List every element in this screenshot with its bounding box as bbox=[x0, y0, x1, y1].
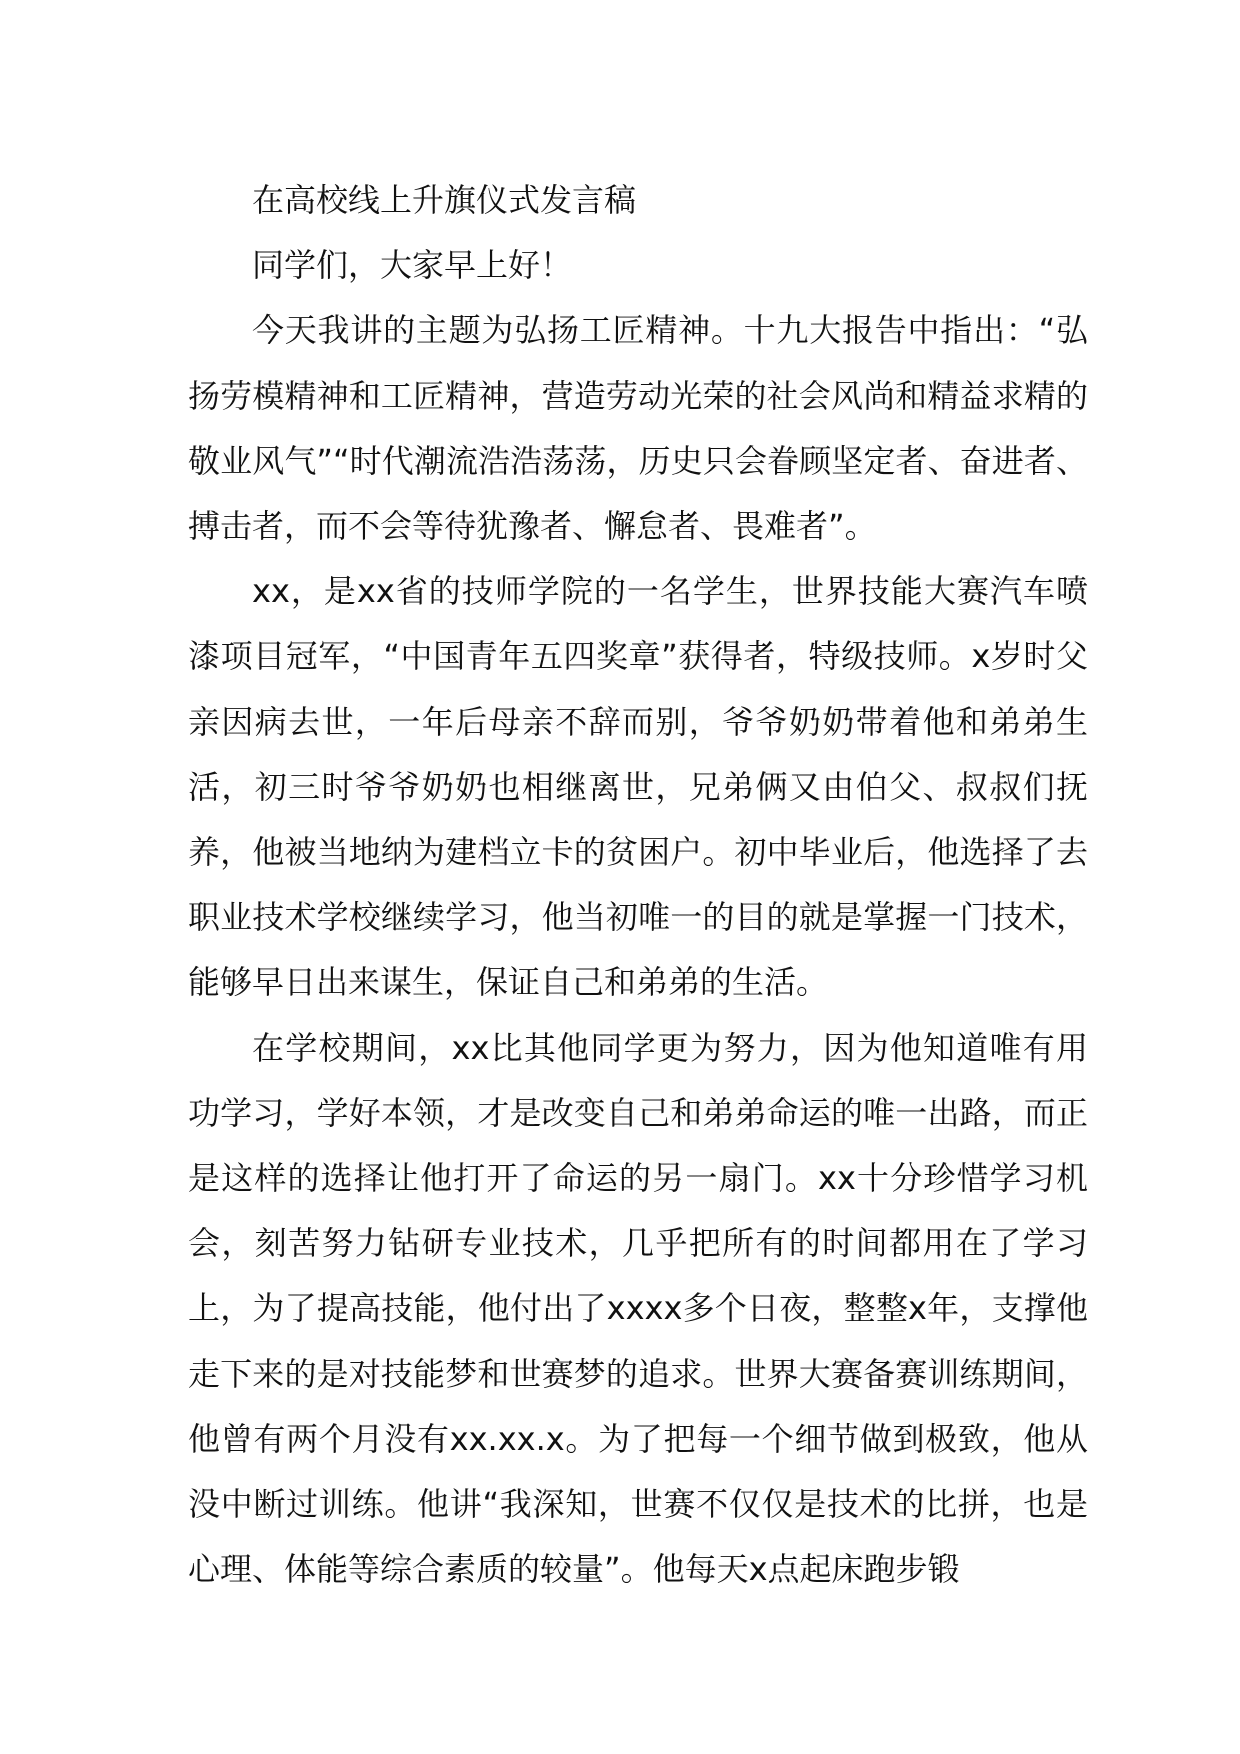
paragraph-school-period: 在学校期间，xx比其他同学更为努力，因为他知道唯有用功学习，学好本领，才是改变自己和弟弟命运的唯一出路，而正是这样的选择让他打开了命运的另一扇门。xx十分珍惜学习机会，刻苦努力钻研专业技术，几乎把所有的时间都用在了学习上，为了提高技能，他付出了xxxx多个日夜，整整x年，支撑他走下来的是对技能梦和世赛梦的追求。世界大赛备赛训练期间，他曾有两个月没有xx.xx.x。为了把每一个细节做到极致，他从没中断过训练。他讲“我深知，世赛不仅仅是技术的比拼，也是心理、体能等综合素质的较量”。他每天x点起床跑步锻 bbox=[188, 1028, 1088, 1589]
paragraph-theme: 今天我讲的主题为弘扬工匠精神。十九大报告中指出：“弘扬劳模精神和工匠精神，营造劳动光荣的社会风尚和精益求精的敬业风气”“时代潮流浩浩荡荡，历史只会眷顾坚定者、奋进者、搏击者，而不会等待犹豫者、懈怠者、畏难者”。 bbox=[188, 311, 1088, 546]
paragraph-background: xx，是xx省的技师学院的一名学生，世界技能大赛汽车喷漆项目冠军，“中国青年五四奖章”获得者，特级技师。x岁时父亲因病去世，一年后母亲不辞而别，爷爷奶奶带着他和弟弟生活，初三时爷爷奶奶也相继离世，兄弟俩又由伯父、叔叔们抚养，他被当地纳为建档立卡的贫困户。初中毕业后，他选择了去职业技术学校继续学习，他当初唯一的目的就是掌握一门技术，能够早日出来谋生，保证自己和弟弟的生活。 bbox=[188, 572, 1088, 1002]
paragraph-greeting: 同学们，大家早上好！ bbox=[252, 246, 573, 285]
document-body bbox=[188, 168, 1088, 1602]
document-title: 在高校线上升旗仪式发言稿 bbox=[252, 181, 637, 219]
